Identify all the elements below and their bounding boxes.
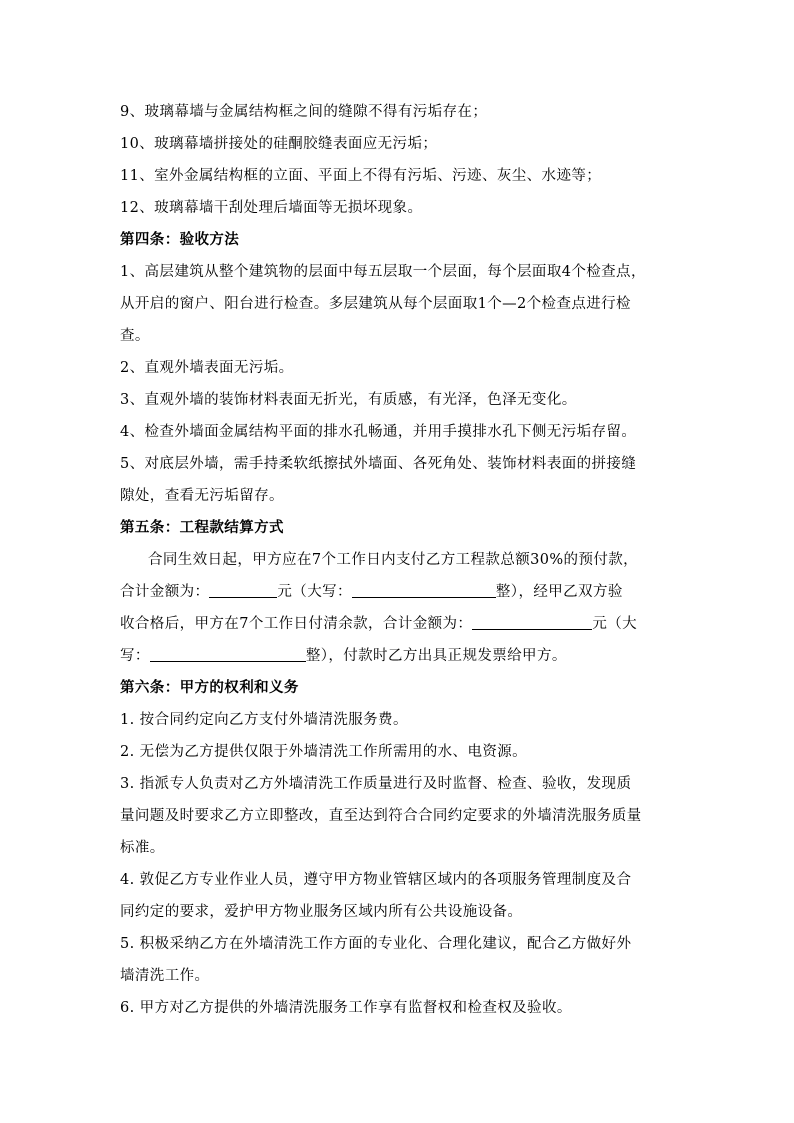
balance-uppercase-blank[interactable]	[150, 647, 306, 662]
article6-line: 同约定的要求，爱护甲方物业服务区域内所有公共设施设备。	[120, 904, 523, 920]
text: 写：	[120, 648, 150, 664]
clause-12: 12、玻璃幕墙干刮处理后墙面等无损坏现象。	[120, 200, 423, 216]
article5-line	[120, 582, 680, 602]
uppercase-label: 元（大写：	[277, 584, 352, 600]
amount-uppercase-blank[interactable]	[352, 583, 496, 598]
clause-10: 10、玻璃幕墙拼接处的硅酮胶缝表面应无污垢；	[120, 136, 438, 152]
amount-label: 合计金额为：	[120, 584, 210, 600]
clause-11: 11、室外金属结构框的立面、平面上不得有污垢、污迹、灰尘、水迹等；	[120, 168, 602, 184]
article4-heading: 第四条：验收方法	[120, 231, 240, 248]
article6-line: 量问题及时要求乙方立即整改，直至达到符合合同约定要求的外墙清洗服务质量	[120, 808, 642, 824]
text: 整），付款时乙方出具正规发票给甲方。	[305, 648, 567, 664]
text: 收合格后，甲方在7个工作日付清余款，合计金额为：	[120, 616, 473, 632]
article4-line: 1、高层建筑从整个建筑物的层面中每五层取一个层面，每个层面取4个检查点，	[120, 264, 646, 280]
article6-line: 2. 无偿为乙方提供仅限于外墙清洗工作所需用的水、电资源。	[120, 744, 528, 760]
article6-line: 6. 甲方对乙方提供的外墙清洗服务工作享有监督权和检查权及验收。	[120, 1000, 572, 1016]
article6-line: 4. 敦促乙方专业作业人员，遵守甲方物业管辖区域内的各项服务管理制度及合	[120, 872, 632, 888]
article6-line: 墙清洗工作。	[120, 968, 210, 984]
article6-line: 3. 指派专人负责对乙方外墙清洗工作质量进行及时监督、检查、验收，发现质	[120, 776, 632, 792]
article4-line: 5、对底层外墙，需手持柔软纸擦拭外墙面、各死角处、装饰材料表面的拼接缝	[120, 456, 637, 472]
amount-blank[interactable]	[209, 583, 277, 598]
article4-line: 从开启的窗户、阳台进行检查。多层建筑从每个层面取1个—2个检查点进行检	[120, 296, 631, 312]
balance-blank[interactable]	[472, 615, 592, 630]
article4-line: 2、直观外墙表面无污垢。	[120, 360, 294, 376]
article5-line	[120, 646, 680, 666]
article4-line: 4、检查外墙面金属结构平面的排水孔畅通，并用手摸排水孔下侧无污垢存留。	[120, 424, 637, 440]
article5-line: 合同生效日起，甲方应在7个工作日内支付乙方工程款总额30%的预付款，	[148, 552, 639, 568]
article6-heading: 第六条：甲方的权利和义务	[120, 679, 299, 696]
article5-line	[120, 614, 680, 634]
article5-heading: 第五条：工程款结算方式	[120, 519, 284, 536]
article6-line: 标准。	[120, 840, 165, 856]
article4-line: 3、直观外墙的装饰材料表面无折光，有质感，有光泽，色泽无变化。	[120, 392, 577, 408]
text: 元（大	[592, 616, 638, 632]
article4-line: 查。	[120, 328, 150, 344]
article6-line: 5. 积极采纳乙方在外墙清洗工作方面的专业化、合理化建议，配合乙方做好外	[120, 936, 632, 952]
clause-9: 9、玻璃幕墙与金属结构框之间的缝隙不得有污垢存在；	[120, 104, 488, 120]
article4-line: 隙处，查看无污垢留存。	[120, 488, 284, 504]
article6-line: 1. 按合同约定向乙方支付外墙清洗服务费。	[120, 712, 408, 728]
text: 整），经甲乙双方验	[495, 584, 623, 600]
